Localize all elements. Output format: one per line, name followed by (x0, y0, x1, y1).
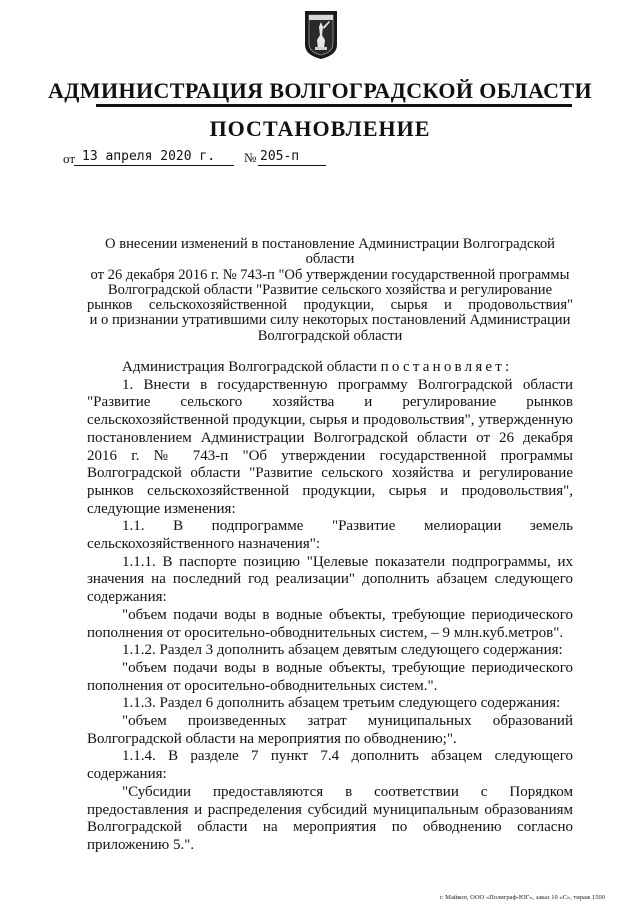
organization-name: АДМИНИСТРАЦИЯ ВОЛГОГРАДСКОЙ ОБЛАСТИ (47, 78, 593, 103)
paragraph: 1.1. В подпрограмме "Развитие мелиорации земель сельскохозяйственного назначения": (87, 518, 573, 553)
paragraph: 1. Внести в государственную программу Волгоградской области "Развитие сельского хозяйства и регулирование рынков сельскохозяйственной продукции, сырья и продовольствия", утвержденную постановлением Администрации Волгоградской области от 26 декабря 2016 г. № 743-п "Об утверждении государственной программы Волгоградской области "Развитие сельского хозяйства и регулирование рынков сельскохозяйственной продукции, сырья и продовольствия", следующие изменения: (87, 376, 573, 517)
print-imprint: г. Майкоп, ООО «Полиграф-ЮГ», заказ 10 «С», тираж 1500 (440, 894, 605, 901)
date-prefix-label: от (63, 151, 76, 166)
subject-line: Волгоградской области (257, 327, 403, 344)
document-date: 13 апреля 2020 г. (82, 149, 216, 164)
subject-line: Волгоградской области "Развитие сельского хозяйства и регулирование (107, 281, 553, 298)
paragraph: "объем подачи воды в водные объекты, требующие периодического пополнения от оросительно-обводнительных систем, – 9 млн.куб.метров". (87, 606, 573, 641)
header-rule (96, 104, 572, 107)
paragraph: "объем подачи воды в водные объекты, требующие периодического пополнения от оросительно-обводнительных систем.". (87, 659, 573, 694)
paragraph: "Субсидии предоставляются в соответствии с Порядком предоставления и распределения субсидий муниципальным образованиям Волгоградской области на мероприятия по обводнению согласно приложению 5.". (87, 783, 573, 853)
number-underline (258, 165, 326, 166)
paragraph: 1.1.4. В разделе 7 пункт 7.4 дополнить абзацем следующего содержания: (87, 748, 573, 783)
number-label: № (244, 150, 257, 165)
subject-line: О внесении изменений в постановление Администрации Волгоградской области (105, 236, 555, 268)
paragraph: 1.1.2. Раздел 3 дополнить абзацем девятым следующего содержания: (122, 642, 563, 659)
paragraph: 1.1.3. Раздел 6 дополнить абзацем третьим следующего содержания: (122, 695, 561, 712)
coat-of-arms-icon (303, 9, 339, 60)
subject-line: и о признании утратившими силу некоторых постановлений Администрации (89, 312, 571, 329)
subject-line: от 26 декабря 2016 г. № 743-п "Об утверждении государственной программы (90, 266, 570, 283)
paragraph: 1.1.1. В паспорте позицию "Целевые показатели подпрограммы, их значения на последний год реализации" дополнить абзацем следующего содержания: (87, 553, 573, 606)
intro-text: Администрация Волгоградской области (122, 359, 377, 375)
intro-decree-word: постановляет: (380, 359, 513, 375)
decree-intro (87, 359, 573, 377)
subject-line: рынков сельскохозяйственной продукции, сырья и продовольствия" (87, 297, 573, 314)
document-subject (87, 237, 573, 344)
date-underline (74, 165, 234, 166)
paragraph: "объем произведенных затрат муниципальных образований Волгоградской области на мероприятия по обводнению;". (87, 713, 573, 747)
document-body (87, 359, 573, 855)
document-type-title: ПОСТАНОВЛЕНИЕ (209, 116, 431, 141)
document-number: 205-п (260, 149, 300, 164)
